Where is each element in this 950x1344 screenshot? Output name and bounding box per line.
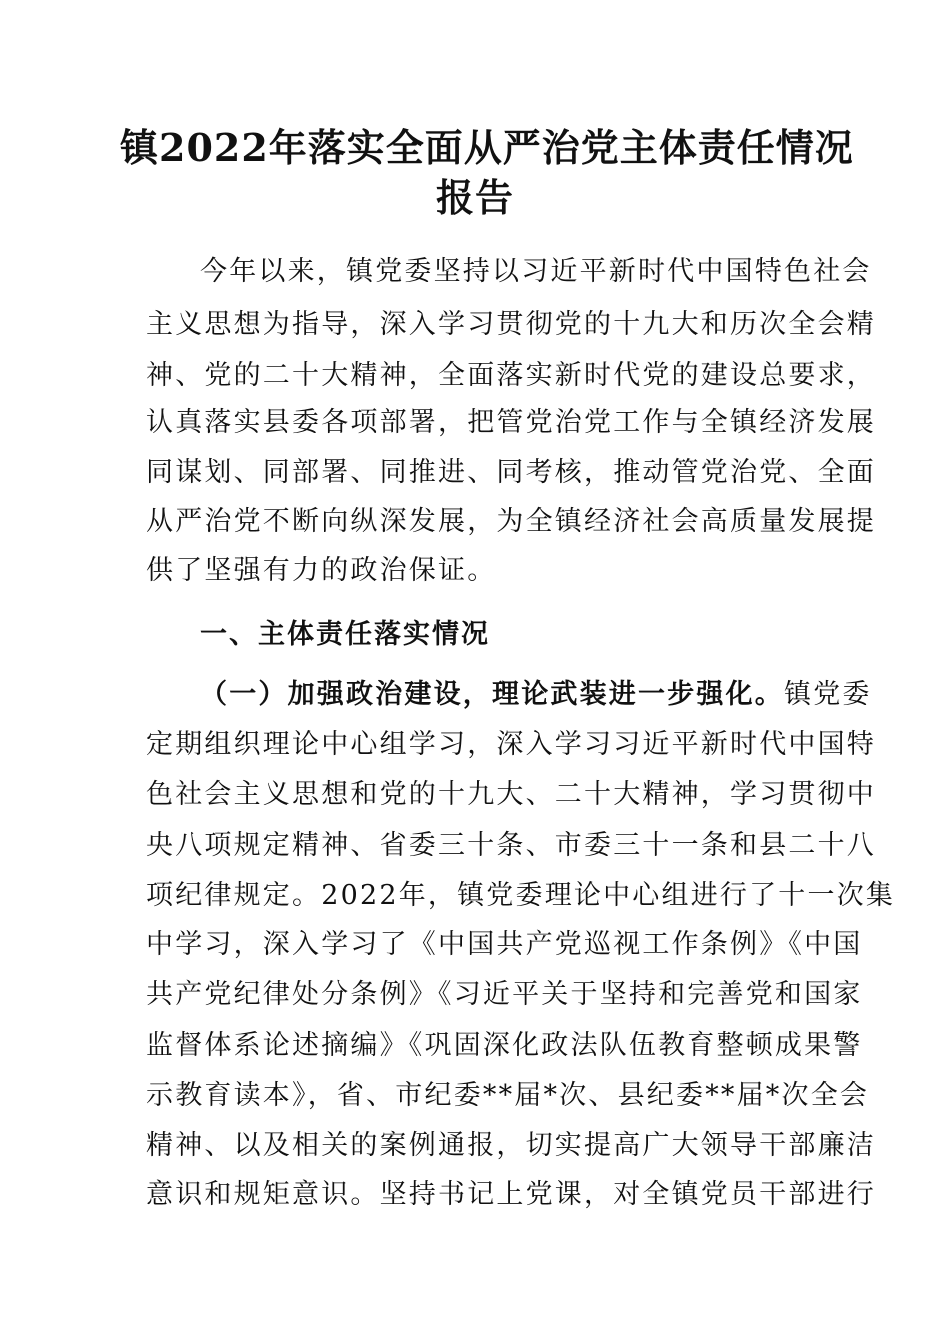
intro-paragraph-line: 主义思想为指导，深入学习贯彻党的十九大和历次全会精: [146, 309, 876, 340]
intro-paragraph-line: 认真落实县委各项部署，把管党治党工作与全镇经济发展: [146, 407, 876, 438]
subsection-paragraph-line: 定期组织理论中心组学习，深入学习习近平新时代中国特: [146, 729, 876, 760]
subsection-paragraph-line: 项纪律规定。2022年，镇党委理论中心组进行了十一次集: [146, 880, 896, 911]
intro-paragraph-line: 同谋划、同部署、同推进、同考核，推动管党治党、全面: [146, 457, 876, 488]
document-title-line-1: 镇2022年落实全面从严治党主体责任情况: [120, 125, 854, 170]
subsection-text: 镇党委: [784, 679, 872, 710]
subsection-paragraph-line: 中学习，深入学习了《中国共产党巡视工作条例》《中国: [146, 929, 863, 960]
subsection-paragraph-line: 示教育读本》，省、市纪委**届*次、县纪委**届*次全会: [146, 1080, 870, 1111]
subsection-paragraph-line: 央八项规定精神、省委三十条、市委三十一条和县二十八: [146, 830, 876, 861]
subsection-paragraph-line: 共产党纪律处分条例》《习近平关于坚持和完善党和国家: [146, 979, 863, 1010]
subsection-heading: （一）加强政治建设，理论武装进一步强化。: [200, 679, 784, 710]
section-heading: 一、主体责任落实情况: [200, 619, 490, 650]
subsection-paragraph-line: 色社会主义思想和党的十九大、二十大精神，学习贯彻中: [146, 779, 876, 810]
subsection-paragraph-line: [200, 678, 872, 712]
document-title-line-2: 报告: [435, 175, 514, 220]
subsection-paragraph-line: 精神、以及相关的案例通报，切实提高广大领导干部廉洁: [146, 1130, 876, 1161]
intro-paragraph-line: 供了坚强有力的政治保证。: [146, 555, 497, 586]
subsection-paragraph-line: 监督体系论述摘编》《巩固深化政法队伍教育整顿成果警: [146, 1030, 863, 1061]
intro-paragraph-line: 今年以来，镇党委坚持以习近平新时代中国特色社会: [200, 256, 872, 287]
intro-paragraph-line: 从严治党不断向纵深发展，为全镇经济社会高质量发展提: [146, 506, 876, 537]
intro-paragraph-line: 神、党的二十大精神，全面落实新时代党的建设总要求，: [146, 360, 876, 391]
subsection-paragraph-line: 意识和规矩意识。坚持书记上党课，对全镇党员干部进行: [146, 1179, 876, 1210]
